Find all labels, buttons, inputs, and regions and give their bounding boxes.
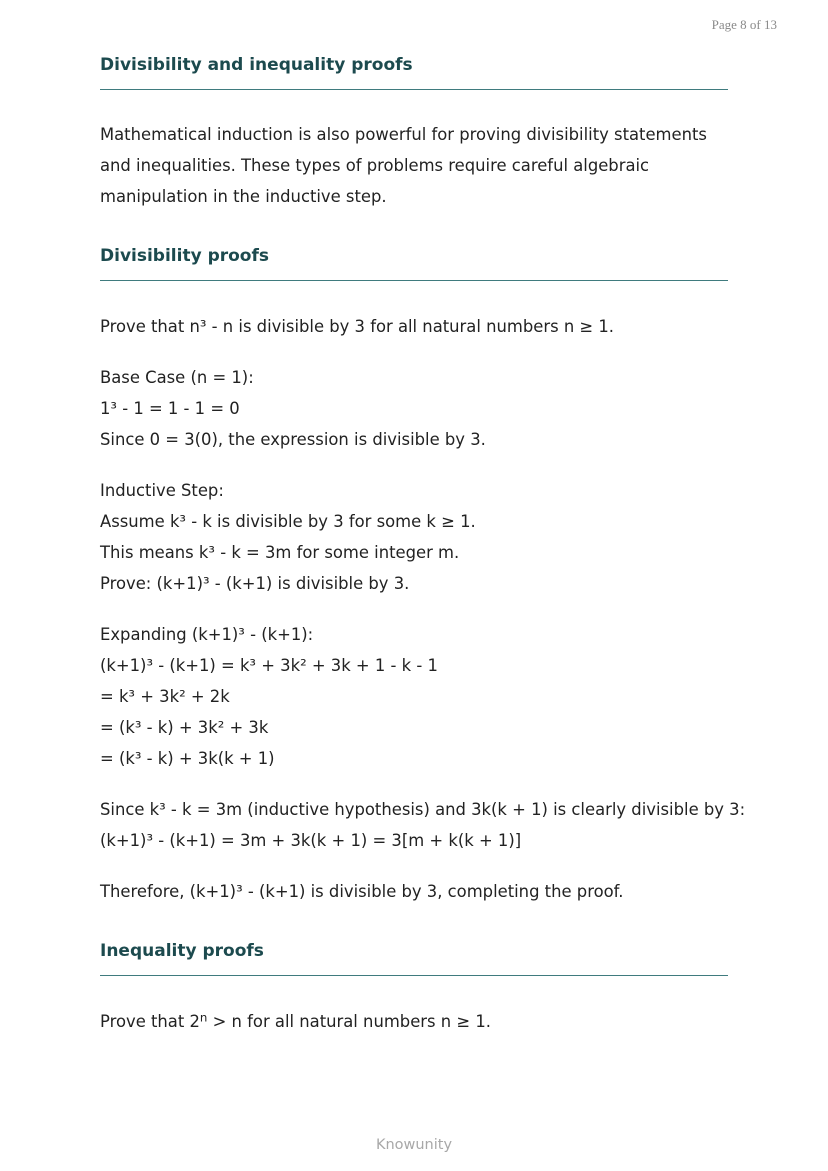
section-divider (100, 89, 728, 90)
base-case-line: Since 0 = 3(0), the expression is divisible by 3. (100, 430, 486, 449)
intro-line: manipulation in the inductive step. (100, 187, 387, 206)
base-case-line: 1³ - 1 = 1 - 1 = 0 (100, 399, 240, 418)
inequality-divider (100, 975, 728, 976)
conclusion-line: (k+1)³ - (k+1) = 3m + 3k(k + 1) = 3[m + k(k + 1)] (100, 831, 522, 850)
page-indicator: Page 8 of 13 (711, 17, 777, 32)
footer-brand: Knowunity (375, 1137, 453, 1153)
conclusion-line: Since k³ - k = 3m (inductive hypothesis) and 3k(k + 1) is clearly divisible by 3: (100, 800, 746, 819)
section-title: Divisibility and inequality proofs (100, 55, 413, 75)
inductive-step-line: Assume k³ - k is divisible by 3 for some k ≥ 1. (100, 512, 476, 531)
inductive-step-line: Inductive Step: (100, 481, 224, 500)
divisibility-divider (100, 280, 728, 281)
expansion-line: (k+1)³ - (k+1) = k³ + 3k² + 3k + 1 - k - 1 (100, 656, 438, 675)
intro-line: Mathematical induction is also powerful for proving divisibility statements (100, 125, 707, 144)
inequality-title: Inequality proofs (100, 941, 264, 961)
inequality-statement (100, 1012, 491, 1032)
intro-line: and inequalities. These types of problems require careful algebraic (100, 156, 650, 175)
final-line: Therefore, (k+1)³ - (k+1) is divisible by 3, completing the proof. (100, 882, 624, 901)
expansion-line: Expanding (k+1)³ - (k+1): (100, 625, 314, 644)
expansion-line: = (k³ - k) + 3k² + 3k (100, 718, 269, 737)
statement-suffix: > n for all natural numbers n ≥ 1. (207, 1012, 491, 1031)
expansion-line: = (k³ - k) + 3k(k + 1) (100, 749, 275, 768)
base-case-line: Base Case (n = 1): (100, 368, 254, 387)
divisibility-statement: Prove that n³ - n is divisible by 3 for all natural numbers n ≥ 1. (100, 317, 614, 336)
statement-prefix: Prove that 2 (100, 1012, 200, 1031)
inductive-step-line: Prove: (k+1)³ - (k+1) is divisible by 3. (100, 574, 410, 593)
statement-exponent: n (199, 1010, 208, 1025)
expansion-line: = k³ + 3k² + 2k (100, 687, 230, 706)
inductive-step-line: This means k³ - k = 3m for some integer m. (100, 543, 460, 562)
divisibility-title: Divisibility proofs (100, 246, 269, 266)
